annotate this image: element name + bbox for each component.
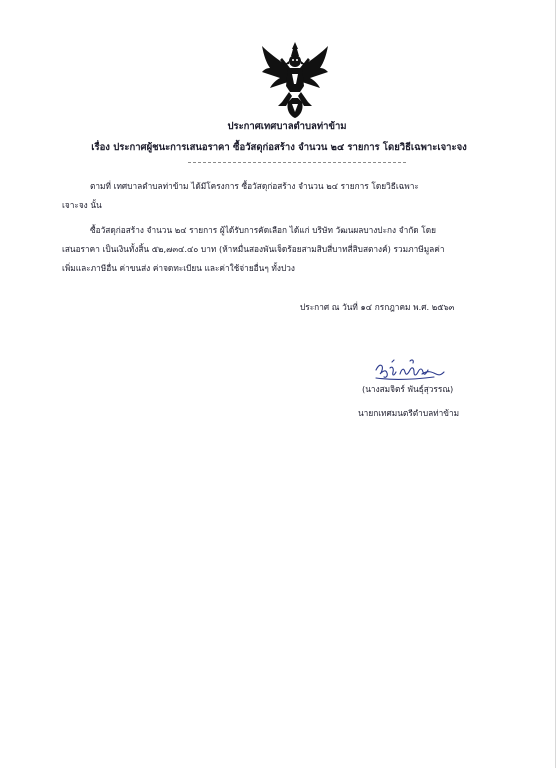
signatory-position: นายกเทศมนตรีตำบลท่าข้าม xyxy=(358,408,460,418)
body-paragraph-2-line-3: เพิ่มและภาษีอื่น ค่าขนส่ง ค่าจดทะเบียน และค่าใช้จ่ายอื่นๆ ทั้งปวง xyxy=(62,263,295,273)
handwritten-signature xyxy=(370,358,448,384)
garuda-emblem-icon xyxy=(258,40,332,120)
page-title: ประกาศเทศบาลตำบลท่าข้าม xyxy=(227,121,347,132)
subject-line: เรื่อง ประกาศผู้ชนะการเสนอราคา ซื้อวัสดุก่อสร้าง จำนวน ๒๔ รายการ โดยวิธีเฉพาะเจาะจง xyxy=(91,142,467,153)
page-edge xyxy=(555,0,556,768)
body-paragraph-1-line-1: ตามที่ เทศบาลตำบลท่าข้าม ได้มีโครงการ ซื้อวัสดุก่อสร้าง จำนวน ๒๔ รายการ โดยวิธีเฉพาะ xyxy=(90,181,419,191)
signatory-name: (นางสมจิตร์ พันธุ์สุวรรณ) xyxy=(362,384,454,394)
body-paragraph-1-line-2: เจาะจง นั้น xyxy=(62,200,102,210)
announcement-date: ประกาศ ณ วันที่ ๑๔ กรกฎาคม พ.ศ. ๒๕๖๓ xyxy=(300,302,455,312)
body-paragraph-2-line-1: ซื้อวัสดุก่อสร้าง จำนวน ๒๔ รายการ ผู้ได้รับการคัดเลือก ได้แก่ บริษัท วัฒนผลบางปะกง จำกัด โดย xyxy=(90,225,437,235)
body-paragraph-2-line-2: เสนอราคา เป็นเงินทั้งสิ้น ๕๒,๗๓๔.๔๐ บาท (ห้าหมื่นสองพันเจ็ดร้อยสามสิบสี่บาทสี่สิบสตางค์) รวมภาษีมูลค่า xyxy=(62,244,445,254)
divider xyxy=(188,162,406,163)
